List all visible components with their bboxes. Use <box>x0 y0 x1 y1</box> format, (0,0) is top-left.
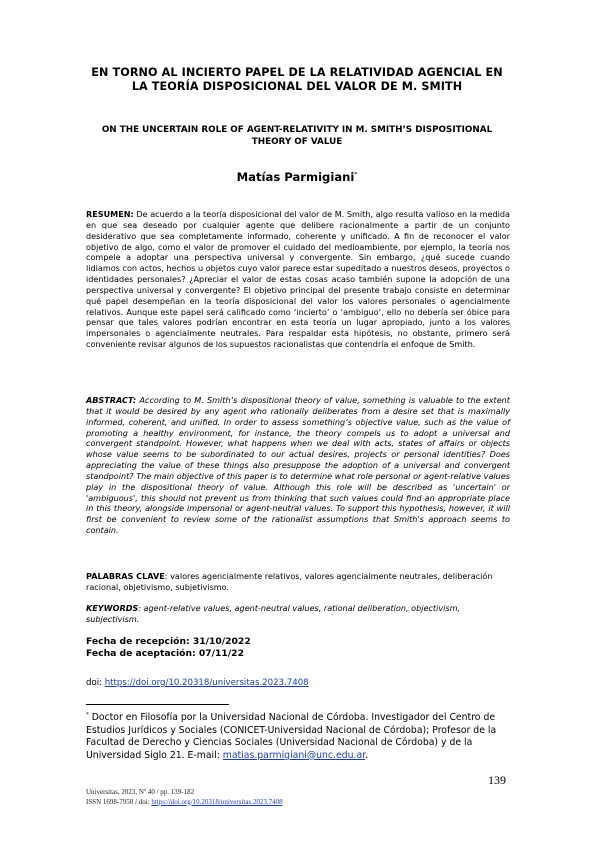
journal-issn-line <box>86 798 283 808</box>
palabras-clave <box>86 571 510 593</box>
author-footnote <box>86 709 510 762</box>
doi-line <box>86 677 309 689</box>
keywords-text: : agent-relative values, agent-neutral values, rational deliberation, objectivism, subjectivism. <box>86 603 461 624</box>
submission-dates <box>86 636 251 660</box>
abstract-text: According to M. Smith’s dispositional theory of value, something is valuable to the extent that it would be desired by any agent who rationally deliberates from a desire set that is maximally informed, coherent, and unified. In order to assess something’s objective value, such as the value of promoting a healthy environment, for instance, the theory compels us to adopt a universal and convergent standpoint. However, what happens when we deal with acts, states of affairs or objects whose value seems to be subordinated to our actual desires, projects or personal identities? Does appreciating the value of these things also presuppose the adoption of a universal and convergent standpoint? The main objective of this paper is to determine what role personal or agent-relative values play in the dispositional theory of value. Although this role will be described as 'uncertain' or 'ambiguous', this should not prevent us from thinking that such values could find an appropriate place in this theory, alongside impersonal or agent-neutral values. To support this hypothesis, however, it will first be convenient to review some of the rationalist assumptions that Smith's approach seems to contain. <box>86 395 510 536</box>
article-title-spanish: EN TORNO AL INCIERTO PAPEL DE LA RELATIVIDAD AGENCIAL EN LA TEORÍA DISPOSICIONAL DEL VALOR DE M. SMITH <box>91 66 503 93</box>
palabras-clave-label: PALABRAS CLAVE <box>86 571 165 581</box>
keywords-label: KEYWORDS <box>86 603 139 613</box>
acceptance-date: Fecha de aceptación: 07/11/22 <box>86 648 244 659</box>
palabras-clave-text: : valores agencialmente relativos, valores agencialmente neutrales, deliberación racional, objetivismo, subjetivismo. <box>86 571 493 592</box>
doi-label: doi: <box>86 678 105 688</box>
author-name: Matías Parmigiani <box>236 170 355 184</box>
journal-citation: Universitas, 2023, Nº 40 / pp. 139-182 <box>86 788 195 796</box>
resumen-text: De acuerdo a la teoría disposicional del valor de M. Smith, algo resulta valioso en la medida en que sea deseado por cualquier agente que delibere racionalmente a partir de un conjunto desiderativo que sea completamente informado, coherente y unificado. A fin de reconocer el valor objetivo de algo, como el valor de promover el cuidado del medioambiente, por ejemplo, la teoría nos compele a adoptar una perspectiva universal y convergente. Sin embargo, ¿qué sucede cuando lidiamos con actos, hechos u objetos cuyo valor parece estar supeditado a nuestros deseos, proyectos o identidades personales? ¿Apreciar el valor de estas cosas acaso también supone la adopción de una perspectiva universal y convergente? El objetivo principal del presente trabajo consiste en determinar qué papel desempeñan en la teoría disposicional del valor los valores personales o agencialmente relativos. Aunque este papel será calificado como ‘incierto’ o ‘ambiguo’, ello no debería ser óbice para pensar que tales valores podrían encontrar en esta teoría un lugar apropiado, junto a los valores impersonales o agencialmente neutrales. Para respaldar esta hipótesis, no obstante, primero será conveniente revisar algunos de los supuestos racionalistas que contendría el enfoque de Smith. <box>86 209 510 350</box>
keywords <box>86 603 510 625</box>
author-footnote-mark[interactable]: * <box>354 171 358 178</box>
footnote-separator <box>86 704 229 705</box>
author-email-link[interactable]: matias.parmigiani@unc.edu.ar <box>222 749 366 761</box>
page-number: 139 <box>488 773 506 787</box>
reception-date: Fecha de recepción: 31/10/2022 <box>86 636 251 647</box>
resumen-paragraph <box>86 209 510 350</box>
footnote-text: Doctor en Filosofía por la Universidad Nacional de Córdoba. Investigador del Centro de Estudios Jurídicos y Sociales (CONICET-Universidad Nacional de Córdoba); Profesor de la Facultad de Derecho y Ciencias Sociales (Universidad Nacional de Córdoba) y de la Universidad Siglo 21. E-mail: <box>86 712 497 761</box>
footnote-mark: * <box>86 712 89 718</box>
journal-info <box>86 788 283 807</box>
journal-doi-link[interactable]: https://doi.org/10.20318/universitas.2023.7408 <box>151 797 283 806</box>
doi-link[interactable]: https://doi.org/10.20318/universitas.2023.7408 <box>104 678 309 688</box>
resumen-label: RESUMEN: <box>86 209 134 219</box>
abstract-paragraph <box>86 395 510 536</box>
article-title-english: ON THE UNCERTAIN ROLE OF AGENT-RELATIVITY IN M. SMITH’S DISPOSITIONAL THEORY OF VALUE <box>101 125 493 147</box>
footnote-end: . <box>365 749 369 761</box>
abstract-label: ABSTRACT: <box>86 395 137 405</box>
author-line <box>0 168 594 184</box>
journal-issn: ISSN 1698-7950 / doi: <box>86 797 152 806</box>
